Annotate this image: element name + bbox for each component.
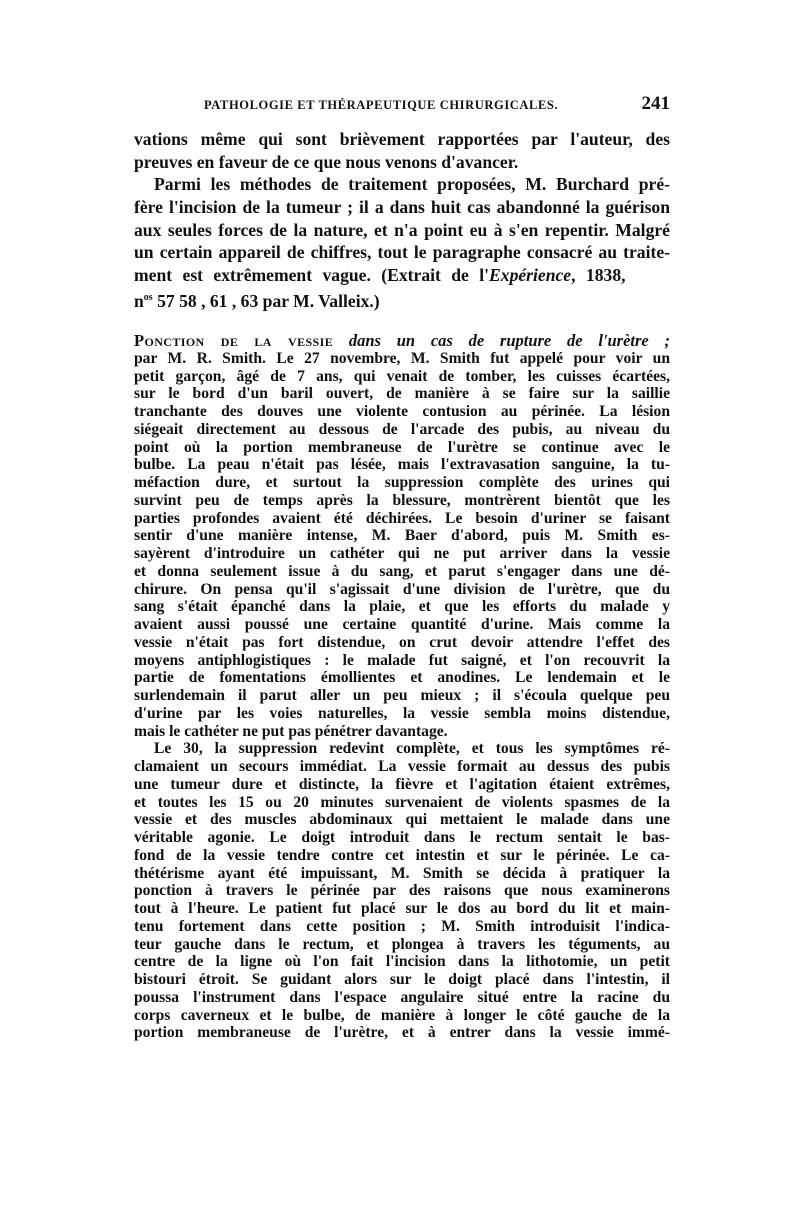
journal-title: Expérience bbox=[489, 265, 572, 286]
text-line: chirure. On pensa qu'il s'agissait d'une division de l'urètre, que du bbox=[134, 580, 670, 598]
superscript: os bbox=[143, 291, 153, 303]
text-line: Parmi les méthodes de traitement proposées, M. Burchard pré- bbox=[154, 174, 670, 195]
text-line: centre de la ligne où l'on fait l'incision dans la lithotomie, un petit bbox=[134, 953, 670, 971]
text-line: fond de la vessie tendre contre cet intestin et sur le périnée. Le ca- bbox=[134, 846, 670, 864]
text-line: sentir d'une manière intense, M. Baer d'abord, puis M. Smith es- bbox=[134, 527, 670, 545]
text-line: portion membraneuse de l'urètre, et à entrer dans la vessie immé- bbox=[134, 1024, 670, 1042]
text-line: tenu fortement dans cette position ; M. Smith introduisit l'indica- bbox=[134, 917, 670, 935]
text-line: bistouri étroit. Se guidant alors sur le doigt placé dans l'intestin, il bbox=[134, 971, 670, 988]
article-heading bbox=[134, 332, 670, 350]
running-title: PATHOLOGIE ET THÉRAPEUTIQUE CHIRURGICALES. bbox=[204, 98, 559, 112]
text-line: thétérisme ayant été impuissant, M. Smith se décida à pratiquer la bbox=[134, 864, 670, 882]
text-line: partie de fomentations émollientes et anodines. Le lendemain et le bbox=[134, 669, 670, 687]
heading-smallcaps: Ponction de la vessie bbox=[134, 331, 334, 350]
heading-italic: dans un cas de rupture de l'urètre ; bbox=[333, 331, 670, 350]
text-line: tranchante des douves une violente contusion au périnée. La lésion bbox=[134, 403, 670, 420]
text-line: d'urine par les voies naturelles, la vessie sembla moins distendue, bbox=[134, 704, 670, 722]
text-line: véritable agonie. Le doigt introduit dans le rectum sentait le bas- bbox=[134, 829, 670, 846]
text-line: teur gauche dans le rectum, et plongea à travers les téguments, au bbox=[134, 935, 670, 953]
text-line: vations même qui sont brièvement rapportées par l'auteur, des bbox=[134, 129, 670, 149]
text-line: corps caverneux et le bulbe, de manière à longer le côté gauche de la bbox=[134, 1006, 670, 1024]
text-line: bulbe. La peau n'était pas lésée, mais l'extravasation sanguine, la tu- bbox=[134, 456, 670, 474]
text-line: moyens antiphlogistiques : le malade fut saigné, et l'on recouvrit la bbox=[134, 651, 670, 669]
text-fragment: 57 58 , 61 , 63 par M. Valleix.) bbox=[152, 290, 380, 311]
text-line bbox=[134, 287, 670, 310]
article-ponction-vessie bbox=[134, 332, 670, 1042]
text-line: siégeait directement au dessous de l'arcade des pubis, au niveau du bbox=[134, 420, 670, 438]
text-line: preuves en faveur de ce que nous venons d'avancer. bbox=[134, 151, 519, 172]
text-line: méfaction dure, et surtout la suppression complète des urines qui bbox=[134, 474, 670, 491]
text-line: ponction à travers le périnée par des raisons que nous examinerons bbox=[134, 882, 670, 900]
text-line: mais le cathéter ne put pas pénétrer davantage. bbox=[134, 722, 448, 740]
text-fragment: ment est extrêmement vague. (Extrait de l' bbox=[134, 265, 490, 286]
text-line: et donna seulement issue à du sang, et parut s'engager dans une dé- bbox=[134, 562, 670, 580]
text-line: aux seules forces de la nature, et n'a point eu à s'en repentir. Malgré bbox=[134, 219, 670, 240]
running-head bbox=[134, 93, 672, 118]
text-line bbox=[134, 264, 670, 287]
text-fragment: n bbox=[134, 290, 144, 311]
text-line: et toutes les 15 ou 20 minutes survenaient de violents spasmes de la bbox=[134, 793, 670, 811]
paragraph-block-burchard bbox=[134, 128, 670, 310]
page-number: 241 bbox=[641, 93, 670, 114]
text-line: poussa l'instrument dans l'espace angulaire situé entre la racine du bbox=[134, 988, 670, 1006]
text-line: une tumeur dure et distincte, la fièvre et l'agitation étaient extrêmes, bbox=[134, 775, 670, 793]
text-line: fère l'incision de la tumeur ; il a dans huit cas abandonné la guérison bbox=[134, 197, 670, 218]
text-fragment: , 1838, bbox=[571, 265, 626, 286]
text-line: vessie n'était pas fort distendue, on crut devoir attendre l'effet des bbox=[134, 633, 670, 651]
text-line: un certain appareil de chiffres, tout le paragraphe consacré au traite- bbox=[134, 242, 670, 263]
text-line: sang s'était épanché dans la plaie, et que les efforts du malade y bbox=[134, 598, 670, 616]
text-line: vessie et des muscles abdominaux qui mettaient le malade dans une bbox=[134, 811, 670, 829]
text-line: point où la portion membraneuse de l'urètre se continue avec le bbox=[134, 438, 670, 456]
text-line: Le 30, la suppression redevint complète, et tous les symptômes ré- bbox=[154, 740, 670, 758]
text-line: parties profondes avaient été déchirées. Le besoin d'uriner se faisant bbox=[134, 509, 670, 527]
text-line: petit garçon, âgé de 7 ans, qui venait de tomber, les cuisses écartées, bbox=[134, 367, 670, 385]
text-line: survint peu de temps après la blessure, montrèrent bientôt que les bbox=[134, 491, 670, 509]
text-line: tout à l'heure. Le patient fut placé sur le dos au bord du lit et main- bbox=[134, 900, 670, 917]
text-line: par M. R. Smith. Le 27 novembre, M. Smith fut appelé pour voir un bbox=[134, 349, 670, 367]
text-line: clamaient un secours immédiat. La vessie formait au dessus des pubis bbox=[134, 758, 670, 775]
text-line: sayèrent d'introduire un cathéter qui ne put arriver dans la vessie bbox=[134, 545, 670, 562]
text-line: sur le bord d'un baril ouvert, de manière à se faire sur la saillie bbox=[134, 385, 670, 403]
text-line: avaient aussi poussé une certaine quantité d'urine. Mais comme la bbox=[134, 616, 670, 633]
text-line: surlendemain il parut aller un peu mieux ; il s'écoula quelque peu bbox=[134, 687, 670, 704]
